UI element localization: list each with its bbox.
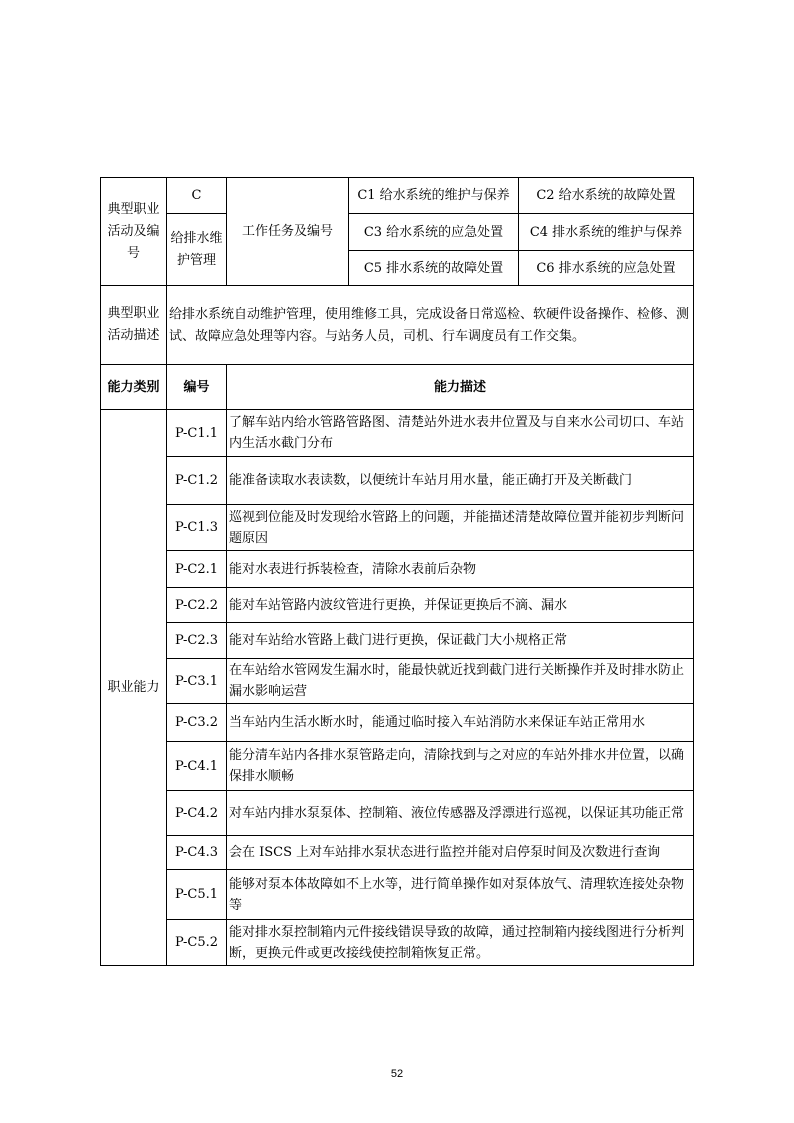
- task-item: C3 给水系统的应急处置: [349, 214, 519, 251]
- ability-description: 会在 ISCS 上对车站排水泵状态进行监控并能对启停泵时间及次数进行查询: [227, 836, 694, 870]
- task-item: C4 排水系统的维护与保养: [519, 214, 694, 251]
- activity-header-table: [100, 177, 694, 365]
- task-item: C5 排水系统的故障处置: [349, 251, 519, 286]
- task-item: C2 给水系统的故障处置: [519, 178, 694, 214]
- ability-description: 能够对泵本体故障如不上水等，进行简单操作如对泵体放气、清理软连接处杂物等: [227, 870, 694, 920]
- ability-code: P-C2.3: [167, 623, 227, 659]
- activity-code: C: [167, 178, 227, 214]
- header-category: 能力类别: [101, 365, 167, 410]
- ability-description: 能准备读取水表读数，以便统计车站月用水量，能正确打开及关断截门: [227, 457, 694, 505]
- ability-code: P-C5.1: [167, 870, 227, 920]
- page-number: 52: [390, 1068, 404, 1080]
- activity-description: 给排水系统自动维护管理，使用维修工具，完成设备日常巡检、软硬件设备操作、检修、测试、故障应急处理等内容。与站务人员，司机、行车调度员有工作交集。: [167, 286, 694, 365]
- task-item: C1 给水系统的维护与保养: [349, 178, 519, 214]
- ability-code: P-C1.2: [167, 457, 227, 505]
- ability-description: 在车站给水管网发生漏水时，能最快就近找到截门进行关断操作并及时排水防止漏水影响运营: [227, 659, 694, 704]
- ability-description: 能对排水泵控制箱内元件接线错误导致的故障，通过控制箱内接线图进行分析判断，更换元件或更改接线使控制箱恢复正常。: [227, 920, 694, 966]
- task-label: 工作任务及编号: [227, 178, 349, 286]
- ability-code: P-C3.1: [167, 659, 227, 704]
- ability-category: 职业能力: [101, 410, 167, 966]
- header-code: 编号: [167, 365, 227, 410]
- ability-code: P-C3.2: [167, 704, 227, 742]
- ability-description: 能对车站给水管路上截门进行更换，保证截门大小规格正常: [227, 623, 694, 659]
- task-item: C6 排水系统的应急处置: [519, 251, 694, 286]
- ability-code: P-C4.1: [167, 742, 227, 791]
- ability-code: P-C2.2: [167, 588, 227, 623]
- ability-table: [100, 364, 694, 966]
- ability-description: 对车站内排水泵泵体、控制箱、液位传感器及浮漂进行巡视，以保证其功能正常: [227, 791, 694, 836]
- ability-description: 能对水表进行拆装检查，清除水表前后杂物: [227, 551, 694, 588]
- ability-description: 能分清车站内各排水泵管路走向，清除找到与之对应的车站外排水井位置，以确保排水顺畅: [227, 742, 694, 791]
- ability-description: 当车站内生活水断水时，能通过临时接入车站消防水来保证车站正常用水: [227, 704, 694, 742]
- ability-code: P-C1.3: [167, 505, 227, 551]
- ability-description: 能对车站管路内波纹管进行更换，并保证更换后不滴、漏水: [227, 588, 694, 623]
- ability-description: 巡视到位能及时发现给水管路上的问题，并能描述清楚故障位置并能初步判断问题原因: [227, 505, 694, 551]
- ability-description: 了解车站内给水管路管路图、清楚站外进水表井位置及与自来水公司切口、车站内生活水截门分布: [227, 410, 694, 457]
- ability-code: P-C1.1: [167, 410, 227, 457]
- ability-code: P-C4.2: [167, 791, 227, 836]
- activity-label: 典型职业活动及编号: [101, 178, 167, 286]
- ability-code: P-C2.1: [167, 551, 227, 588]
- activity-name: 给排水维护管理: [167, 214, 227, 286]
- ability-code: P-C4.3: [167, 836, 227, 870]
- ability-code: P-C5.2: [167, 920, 227, 966]
- description-label: 典型职业活动描述: [101, 286, 167, 365]
- header-description: 能力描述: [227, 365, 694, 410]
